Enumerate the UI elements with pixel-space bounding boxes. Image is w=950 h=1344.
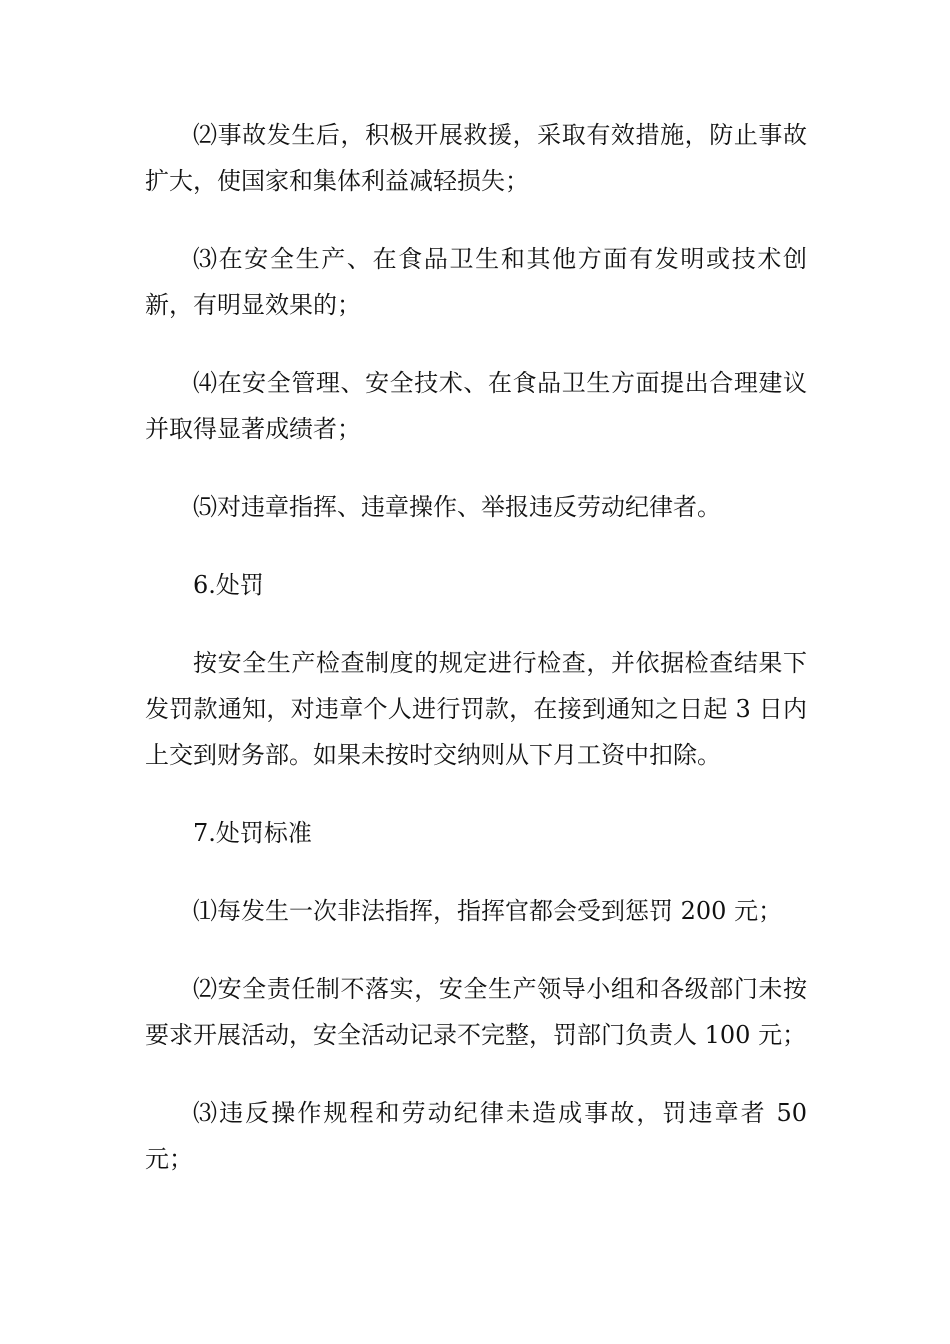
paragraph-penalty-3: ⑶违反操作规程和劳动纪律未造成事故，罚违章者 50 元； [145,1099,807,1173]
paragraph-penalty-2: ⑵安全责任制不落实，安全生产领导小组和各级部门未按要求开展活动，安全活动记录不完整，罚部门负责人 100 元； [145,975,807,1049]
section-heading-penalty-standard: 7.处罚标准 [193,819,312,847]
paragraph-penalty-procedure: 按安全生产检查制度的规定进行检查，并依据检查结果下发罚款通知，对违章个人进行罚款，在接到通知之日起 3 日内上交到财务部。如果未按时交纳则从下月工资中扣除。 [145,649,807,769]
document-body [145,112,807,1214]
paragraph-reward-5: ⑸对违章指挥、违章操作、举报违反劳动纪律者。 [193,493,721,521]
paragraph-reward-2: ⑵事故发生后，积极开展救援，采取有效措施，防止事故扩大，使国家和集体利益减轻损失； [145,121,807,195]
paragraph-penalty-1: ⑴每发生一次非法指挥，指挥官都会受到惩罚 200 元； [193,897,783,925]
section-heading-penalty: 6.处罚 [193,571,264,599]
paragraph-reward-3: ⑶在安全生产、在食品卫生和其他方面有发明或技术创新，有明显效果的； [145,245,807,319]
paragraph-reward-4: ⑷在安全管理、安全技术、在食品卫生方面提出合理建议并取得显著成绩者； [145,369,807,443]
